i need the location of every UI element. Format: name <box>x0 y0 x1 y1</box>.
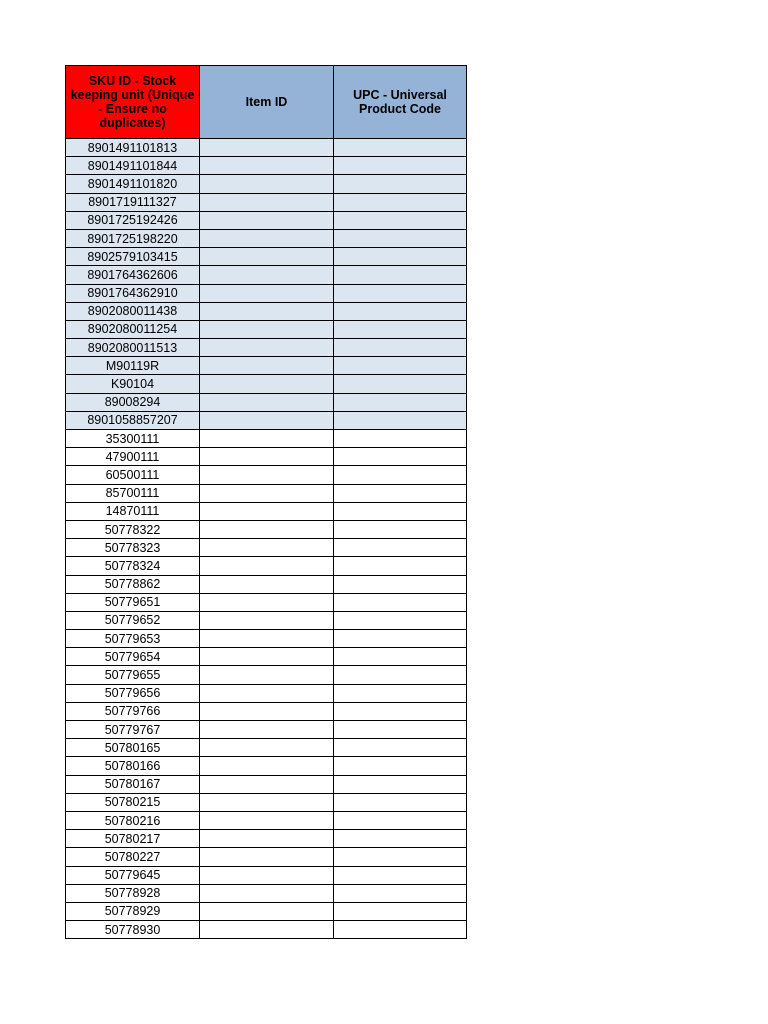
upc-cell[interactable] <box>334 830 467 848</box>
item-id-cell[interactable] <box>200 393 334 411</box>
header-row <box>66 66 467 139</box>
table-row <box>66 211 467 229</box>
item-id-cell[interactable] <box>200 593 334 611</box>
sku-cell[interactable]: 8902080011254 <box>66 320 200 338</box>
item-id-header[interactable]: Item ID <box>200 66 334 139</box>
item-id-cell[interactable] <box>200 757 334 775</box>
sku-cell[interactable]: 50778929 <box>66 902 200 920</box>
sku-table <box>65 65 467 939</box>
table-row <box>66 375 467 393</box>
sku-cell[interactable]: 8902579103415 <box>66 248 200 266</box>
sku-cell[interactable]: 50778930 <box>66 921 200 939</box>
sku-cell[interactable]: M90119R <box>66 357 200 375</box>
upc-cell[interactable] <box>334 557 467 575</box>
item-id-cell[interactable] <box>200 520 334 538</box>
item-id-cell[interactable] <box>200 339 334 357</box>
item-id-cell[interactable] <box>200 320 334 338</box>
item-id-cell[interactable] <box>200 248 334 266</box>
item-id-cell[interactable] <box>200 830 334 848</box>
upc-cell[interactable] <box>334 902 467 920</box>
upc-cell[interactable] <box>334 775 467 793</box>
item-id-cell[interactable] <box>200 211 334 229</box>
table-row <box>66 666 467 684</box>
sku-cell[interactable]: 50778862 <box>66 575 200 593</box>
sku-cell[interactable]: 8901491101813 <box>66 139 200 157</box>
sku-cell[interactable]: 89008294 <box>66 393 200 411</box>
sku-cell[interactable]: 50780167 <box>66 775 200 793</box>
sku-cell[interactable]: 8901725192426 <box>66 211 200 229</box>
item-id-cell[interactable] <box>200 866 334 884</box>
sku-cell[interactable]: 60500111 <box>66 466 200 484</box>
table-row <box>66 139 467 157</box>
table-row <box>66 248 467 266</box>
upc-cell[interactable] <box>334 684 467 702</box>
table-row <box>66 921 467 939</box>
sku-cell[interactable]: 50778322 <box>66 520 200 538</box>
upc-cell[interactable] <box>334 539 467 557</box>
item-id-cell[interactable] <box>200 630 334 648</box>
item-id-cell[interactable] <box>200 139 334 157</box>
item-id-cell[interactable] <box>200 284 334 302</box>
sku-cell[interactable]: 50778324 <box>66 557 200 575</box>
table-row <box>66 284 467 302</box>
table-row <box>66 866 467 884</box>
table-row <box>66 775 467 793</box>
table-row <box>66 193 467 211</box>
table-body <box>66 139 467 939</box>
spreadsheet <box>65 65 467 939</box>
sku-cell[interactable]: 14870111 <box>66 502 200 520</box>
upc-cell[interactable] <box>334 611 467 629</box>
table-row <box>66 811 467 829</box>
item-id-cell[interactable] <box>200 684 334 702</box>
sku-cell[interactable]: 8901491101844 <box>66 157 200 175</box>
table-row <box>66 830 467 848</box>
table-row <box>66 757 467 775</box>
table-row <box>66 393 467 411</box>
item-id-cell[interactable] <box>200 793 334 811</box>
sku-cell[interactable]: 35300111 <box>66 430 200 448</box>
sku-cell[interactable]: 50779652 <box>66 611 200 629</box>
table-row <box>66 702 467 720</box>
sku-cell[interactable]: 8901764362910 <box>66 284 200 302</box>
table-row <box>66 302 467 320</box>
table-row <box>66 484 467 502</box>
item-id-cell[interactable] <box>200 466 334 484</box>
sku-cell[interactable]: 8901725198220 <box>66 229 200 247</box>
item-id-cell[interactable] <box>200 775 334 793</box>
item-id-cell[interactable] <box>200 411 334 429</box>
item-id-cell[interactable] <box>200 175 334 193</box>
sku-cell[interactable]: 50780165 <box>66 739 200 757</box>
table-row <box>66 411 467 429</box>
item-id-cell[interactable] <box>200 502 334 520</box>
sku-cell[interactable]: 50780227 <box>66 848 200 866</box>
item-id-cell[interactable] <box>200 648 334 666</box>
upc-cell[interactable] <box>334 721 467 739</box>
item-id-cell[interactable] <box>200 702 334 720</box>
item-id-cell[interactable] <box>200 921 334 939</box>
table-row <box>66 593 467 611</box>
sku-cell[interactable]: 50779651 <box>66 593 200 611</box>
item-id-cell[interactable] <box>200 539 334 557</box>
sku-cell[interactable]: 50780215 <box>66 793 200 811</box>
table-row <box>66 902 467 920</box>
upc-cell[interactable] <box>334 575 467 593</box>
upc-cell[interactable] <box>334 157 467 175</box>
sku-cell[interactable]: 50779645 <box>66 866 200 884</box>
upc-cell[interactable] <box>334 229 467 247</box>
table-row <box>66 502 467 520</box>
upc-cell[interactable] <box>334 357 467 375</box>
sku-cell[interactable]: 50779654 <box>66 648 200 666</box>
item-id-cell[interactable] <box>200 739 334 757</box>
sku-cell[interactable]: 8901719111327 <box>66 193 200 211</box>
item-id-cell[interactable] <box>200 430 334 448</box>
upc-cell[interactable] <box>334 757 467 775</box>
table-row <box>66 339 467 357</box>
table-row <box>66 357 467 375</box>
sku-cell[interactable]: 50779655 <box>66 666 200 684</box>
table-row <box>66 684 467 702</box>
sku-cell[interactable]: 50779766 <box>66 702 200 720</box>
sku-cell[interactable]: 8901058857207 <box>66 411 200 429</box>
sku-cell[interactable]: 50778928 <box>66 884 200 902</box>
sku-cell[interactable]: 50780166 <box>66 757 200 775</box>
sku-cell[interactable]: 8902080011513 <box>66 339 200 357</box>
sku-cell[interactable]: 50779656 <box>66 684 200 702</box>
table-row <box>66 793 467 811</box>
upc-cell[interactable] <box>334 248 467 266</box>
upc-cell[interactable] <box>334 848 467 866</box>
table-row <box>66 266 467 284</box>
item-id-cell[interactable] <box>200 484 334 502</box>
table-row <box>66 466 467 484</box>
upc-cell[interactable] <box>334 411 467 429</box>
table-row <box>66 157 467 175</box>
item-id-cell[interactable] <box>200 902 334 920</box>
sku-cell[interactable]: 8902080011438 <box>66 302 200 320</box>
upc-cell[interactable] <box>334 811 467 829</box>
upc-cell[interactable] <box>334 266 467 284</box>
upc-cell[interactable] <box>334 302 467 320</box>
item-id-cell[interactable] <box>200 884 334 902</box>
item-id-cell[interactable] <box>200 375 334 393</box>
table-row <box>66 539 467 557</box>
upc-cell[interactable] <box>334 466 467 484</box>
table-row <box>66 884 467 902</box>
upc-cell[interactable] <box>334 793 467 811</box>
item-id-cell[interactable] <box>200 811 334 829</box>
upc-cell[interactable] <box>334 666 467 684</box>
item-id-cell[interactable] <box>200 448 334 466</box>
table-row <box>66 448 467 466</box>
sku-cell[interactable]: 50780216 <box>66 811 200 829</box>
item-id-cell[interactable] <box>200 666 334 684</box>
upc-cell[interactable] <box>334 211 467 229</box>
upc-cell[interactable] <box>334 484 467 502</box>
table-row <box>66 848 467 866</box>
sku-cell[interactable]: 47900111 <box>66 448 200 466</box>
item-id-cell[interactable] <box>200 575 334 593</box>
item-id-cell[interactable] <box>200 357 334 375</box>
sku-cell[interactable]: 50779767 <box>66 721 200 739</box>
item-id-cell[interactable] <box>200 557 334 575</box>
upc-cell[interactable] <box>334 375 467 393</box>
table-row <box>66 175 467 193</box>
upc-cell[interactable] <box>334 393 467 411</box>
item-id-cell[interactable] <box>200 611 334 629</box>
upc-cell[interactable] <box>334 593 467 611</box>
table-row <box>66 229 467 247</box>
upc-header[interactable]: UPC - Universal Product Code <box>334 66 467 139</box>
table-row <box>66 557 467 575</box>
upc-cell[interactable] <box>334 921 467 939</box>
upc-cell[interactable] <box>334 139 467 157</box>
sku-cell[interactable]: 8901764362606 <box>66 266 200 284</box>
upc-cell[interactable] <box>334 702 467 720</box>
upc-cell[interactable] <box>334 884 467 902</box>
item-id-cell[interactable] <box>200 157 334 175</box>
item-id-cell[interactable] <box>200 721 334 739</box>
item-id-cell[interactable] <box>200 193 334 211</box>
table-row <box>66 630 467 648</box>
sku-cell[interactable]: 8901491101820 <box>66 175 200 193</box>
table-row <box>66 520 467 538</box>
sku-cell[interactable]: K90104 <box>66 375 200 393</box>
upc-cell[interactable] <box>334 284 467 302</box>
table-row <box>66 648 467 666</box>
table-row <box>66 430 467 448</box>
upc-cell[interactable] <box>334 520 467 538</box>
sku-id-header[interactable]: SKU ID - Stock keeping unit (Unique - Ensure no duplicates) <box>66 66 200 139</box>
upc-cell[interactable] <box>334 193 467 211</box>
table-row <box>66 721 467 739</box>
upc-cell[interactable] <box>334 630 467 648</box>
upc-cell[interactable] <box>334 648 467 666</box>
table-row <box>66 611 467 629</box>
upc-cell[interactable] <box>334 339 467 357</box>
item-id-cell[interactable] <box>200 229 334 247</box>
sku-cell[interactable]: 85700111 <box>66 484 200 502</box>
upc-cell[interactable] <box>334 448 467 466</box>
table-row <box>66 320 467 338</box>
upc-cell[interactable] <box>334 866 467 884</box>
item-id-cell[interactable] <box>200 302 334 320</box>
sku-cell[interactable]: 50778323 <box>66 539 200 557</box>
sku-cell[interactable]: 50780217 <box>66 830 200 848</box>
table-row <box>66 739 467 757</box>
upc-cell[interactable] <box>334 430 467 448</box>
sku-cell[interactable]: 50779653 <box>66 630 200 648</box>
item-id-cell[interactable] <box>200 266 334 284</box>
upc-cell[interactable] <box>334 175 467 193</box>
item-id-cell[interactable] <box>200 848 334 866</box>
upc-cell[interactable] <box>334 739 467 757</box>
upc-cell[interactable] <box>334 502 467 520</box>
upc-cell[interactable] <box>334 320 467 338</box>
table-row <box>66 575 467 593</box>
